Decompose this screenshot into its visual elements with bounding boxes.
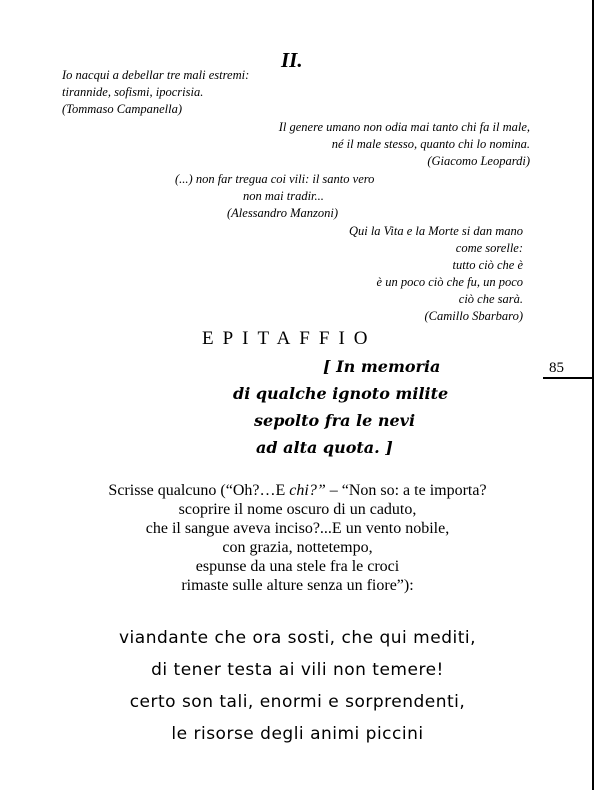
epitaph-line: di tener testa ai vili non temere! xyxy=(151,660,444,680)
quote-line: Io nacqui a debellar tre mali estremi: xyxy=(62,68,250,82)
quote-author: (Giacomo Leopardi) xyxy=(427,154,530,168)
poem-line: scoprire il nome oscuro di un caduto, xyxy=(178,501,417,518)
page-number-rule xyxy=(543,377,593,379)
quote-line: non mai tradir... xyxy=(243,189,324,203)
dedication-line: di qualche ignoto milite xyxy=(233,384,449,403)
quote-line: ciò che sarà. xyxy=(458,292,523,306)
epitaph-line: viandante che ora sosti, che qui mediti, xyxy=(119,628,476,648)
quote-line: Qui la Vita e la Morte si dan mano xyxy=(348,224,523,238)
dedication-line: [ In memoria xyxy=(323,357,441,376)
poem-line: che il sangue aveva inciso?...E un vento nobile, xyxy=(145,520,450,537)
poem-line: espunse da una stele fra le croci xyxy=(195,558,400,575)
quote-line: Il genere umano non odia mai tanto chi fa il male, xyxy=(278,120,530,134)
dedication-line: sepolto fra le nevi xyxy=(254,411,416,430)
poem-line: rimaste sulle alture senza un fiore”): xyxy=(181,577,414,594)
quote-line: come sorelle: xyxy=(455,241,523,255)
quote-line: (...) non far tregua coi vili: il santo vero xyxy=(175,172,375,186)
quote-author: (Camillo Sbarbaro) xyxy=(424,309,523,323)
quote-line: tirannide, sofismi, ipocrisia. xyxy=(62,85,204,99)
epitaph-title: EPITAFFIO xyxy=(202,328,377,349)
chapter-heading: II. xyxy=(281,48,303,72)
poem-line: Scrisse qualcuno (“Oh?…E chi?” – “Non so: a te importa? xyxy=(108,482,487,499)
epitaph-line: le risorse degli animi piccini xyxy=(171,724,424,744)
quote-line: tutto ciò che è xyxy=(452,258,523,272)
dedication-line: ad alta quota. ] xyxy=(256,438,393,457)
quote-line: è un poco ciò che fu, un poco xyxy=(376,275,523,289)
quote-line: né il male stesso, quanto chi lo nomina. xyxy=(331,137,530,151)
quote-author: (Alessandro Manzoni) xyxy=(227,206,338,220)
epitaph-line: certo son tali, enormi e sorprendenti, xyxy=(129,692,466,712)
poem-line: con grazia, nottetempo, xyxy=(222,539,373,556)
quote-author: (Tommaso Campanella) xyxy=(62,102,183,116)
page-number: 85 xyxy=(549,360,564,376)
